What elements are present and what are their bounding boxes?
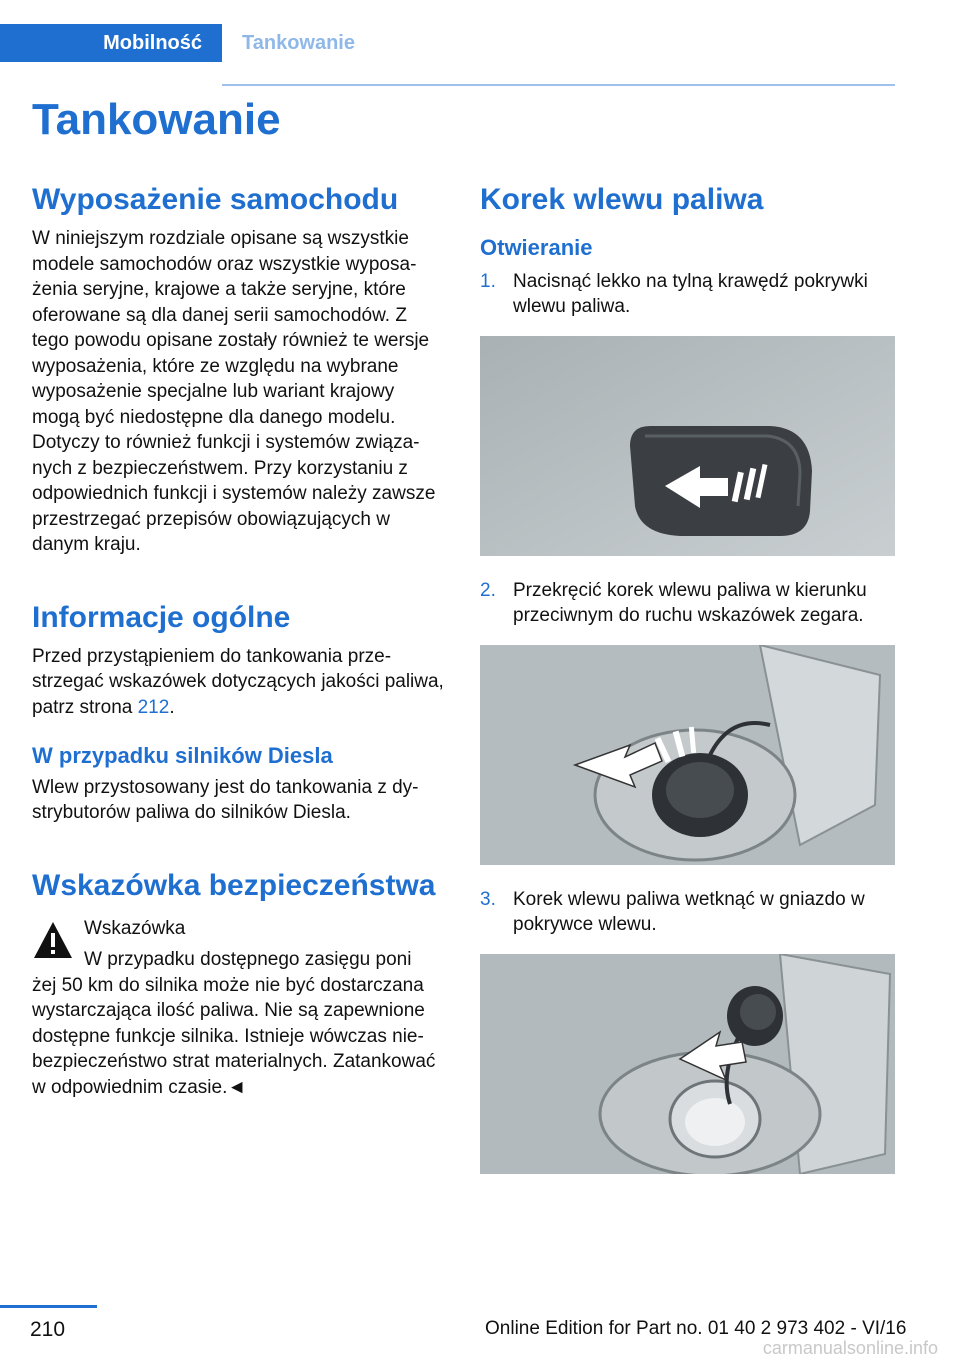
page-link-212[interactable]: 212	[137, 696, 170, 718]
footer-accent-line	[0, 1305, 97, 1308]
edition-info: Online Edition for Part no. 01 40 2 973 402 - VI/16	[485, 1318, 907, 1339]
warning-text-first-line: W przypadku dostępnego zasięgu poni	[84, 949, 412, 971]
subheading-diesel: W przypadku silników Diesla	[32, 743, 333, 768]
step-text: Przekręcić korek wlewu paliwa w kierunku przeciwnym do ruchu wskazówek zegara.	[513, 579, 867, 627]
step-text: Nacisnąć lekko na tylną krawędź pokrywki wlewu paliwa.	[513, 270, 868, 318]
page-number: 210	[30, 1318, 66, 1341]
tab-underline	[222, 84, 895, 86]
warning-block	[32, 916, 444, 973]
tab-mobilnosc[interactable]: Mobilność	[0, 24, 222, 62]
page-title: Tankowanie	[32, 95, 281, 144]
header-tabs	[0, 24, 895, 62]
section-text-diesel: Wlew przystosowany jest do tankowania z dystrybutorów paliwa do silników Diesla.	[32, 776, 419, 824]
right-column	[480, 182, 895, 1196]
warning-text: żej 50 km do silnika może nie być dostarczana wystarczająca ilość paliwa. Nie są zapewnione dostępne funkcje silnika. Istnieje wówczas niebezpieczeństwo strat materialnych. Zatankować w odpowiednim czasie.◄	[32, 974, 436, 1098]
warning-triangle-icon	[32, 920, 74, 960]
figure-fuel-cap-turn	[480, 645, 895, 865]
warning-label: Wskazówka	[84, 917, 186, 939]
informacje-text: Przed przystąpieniem do tankowania przestrzegać wskazówek dotyczących jakości paliwa, patrz strona	[32, 645, 444, 718]
section-heading-bezpieczenstwo: Wskazówka bezpieczeństwa	[32, 868, 436, 902]
step-text: Korek wlewu paliwa wetknąć w gniazdo w pokrywce wlewu.	[513, 888, 865, 936]
left-column	[32, 182, 444, 1100]
watermark: carmanualsonline.info	[762, 1338, 938, 1358]
section-heading-korek: Korek wlewu paliwa	[480, 183, 764, 216]
step-number: 3.	[480, 888, 496, 910]
subheading-otwieranie: Otwieranie	[480, 235, 593, 260]
section-text-wyposazenie: W niniejszym rozdziale opisane są wszystkie modele samochodów oraz wszystkie wyposażenia seryjne, krajowe a także seryjne, które oferowane są dla danej serii samochodów. Z tego powodu opisane zostały również te wersje wyposażenia, które ze względu na wybrane wyposażenie specjalne lub wariant krajowy mogą być niedostępne dla danego modelu. Dotyczy to również funkcji i systemów związanych z bezpieczeństwem. Przy korzystaniu z odpowiednich funkcji i systemów należy zawsze przestrzegać przepisów obowiązujących w danym kraju.	[32, 228, 436, 555]
steps-list	[480, 887, 895, 938]
informacje-text-end: .	[169, 696, 175, 718]
steps-list	[480, 269, 895, 320]
figure-fuel-flap-press	[480, 336, 895, 556]
step-item	[480, 887, 895, 938]
step-number: 2.	[480, 579, 496, 601]
step-item	[480, 578, 895, 629]
figure-fuel-cap-store	[480, 954, 895, 1174]
section-heading-wyposazenie: Wyposażenie samochodu	[32, 183, 399, 216]
step-item	[480, 269, 895, 320]
section-text-informacje	[32, 644, 444, 721]
tab-tankowanie[interactable]: Tankowanie	[242, 31, 355, 54]
steps-list	[480, 578, 895, 629]
step-number: 1.	[480, 270, 496, 292]
section-heading-informacje: Informacje ogólne	[32, 600, 291, 634]
